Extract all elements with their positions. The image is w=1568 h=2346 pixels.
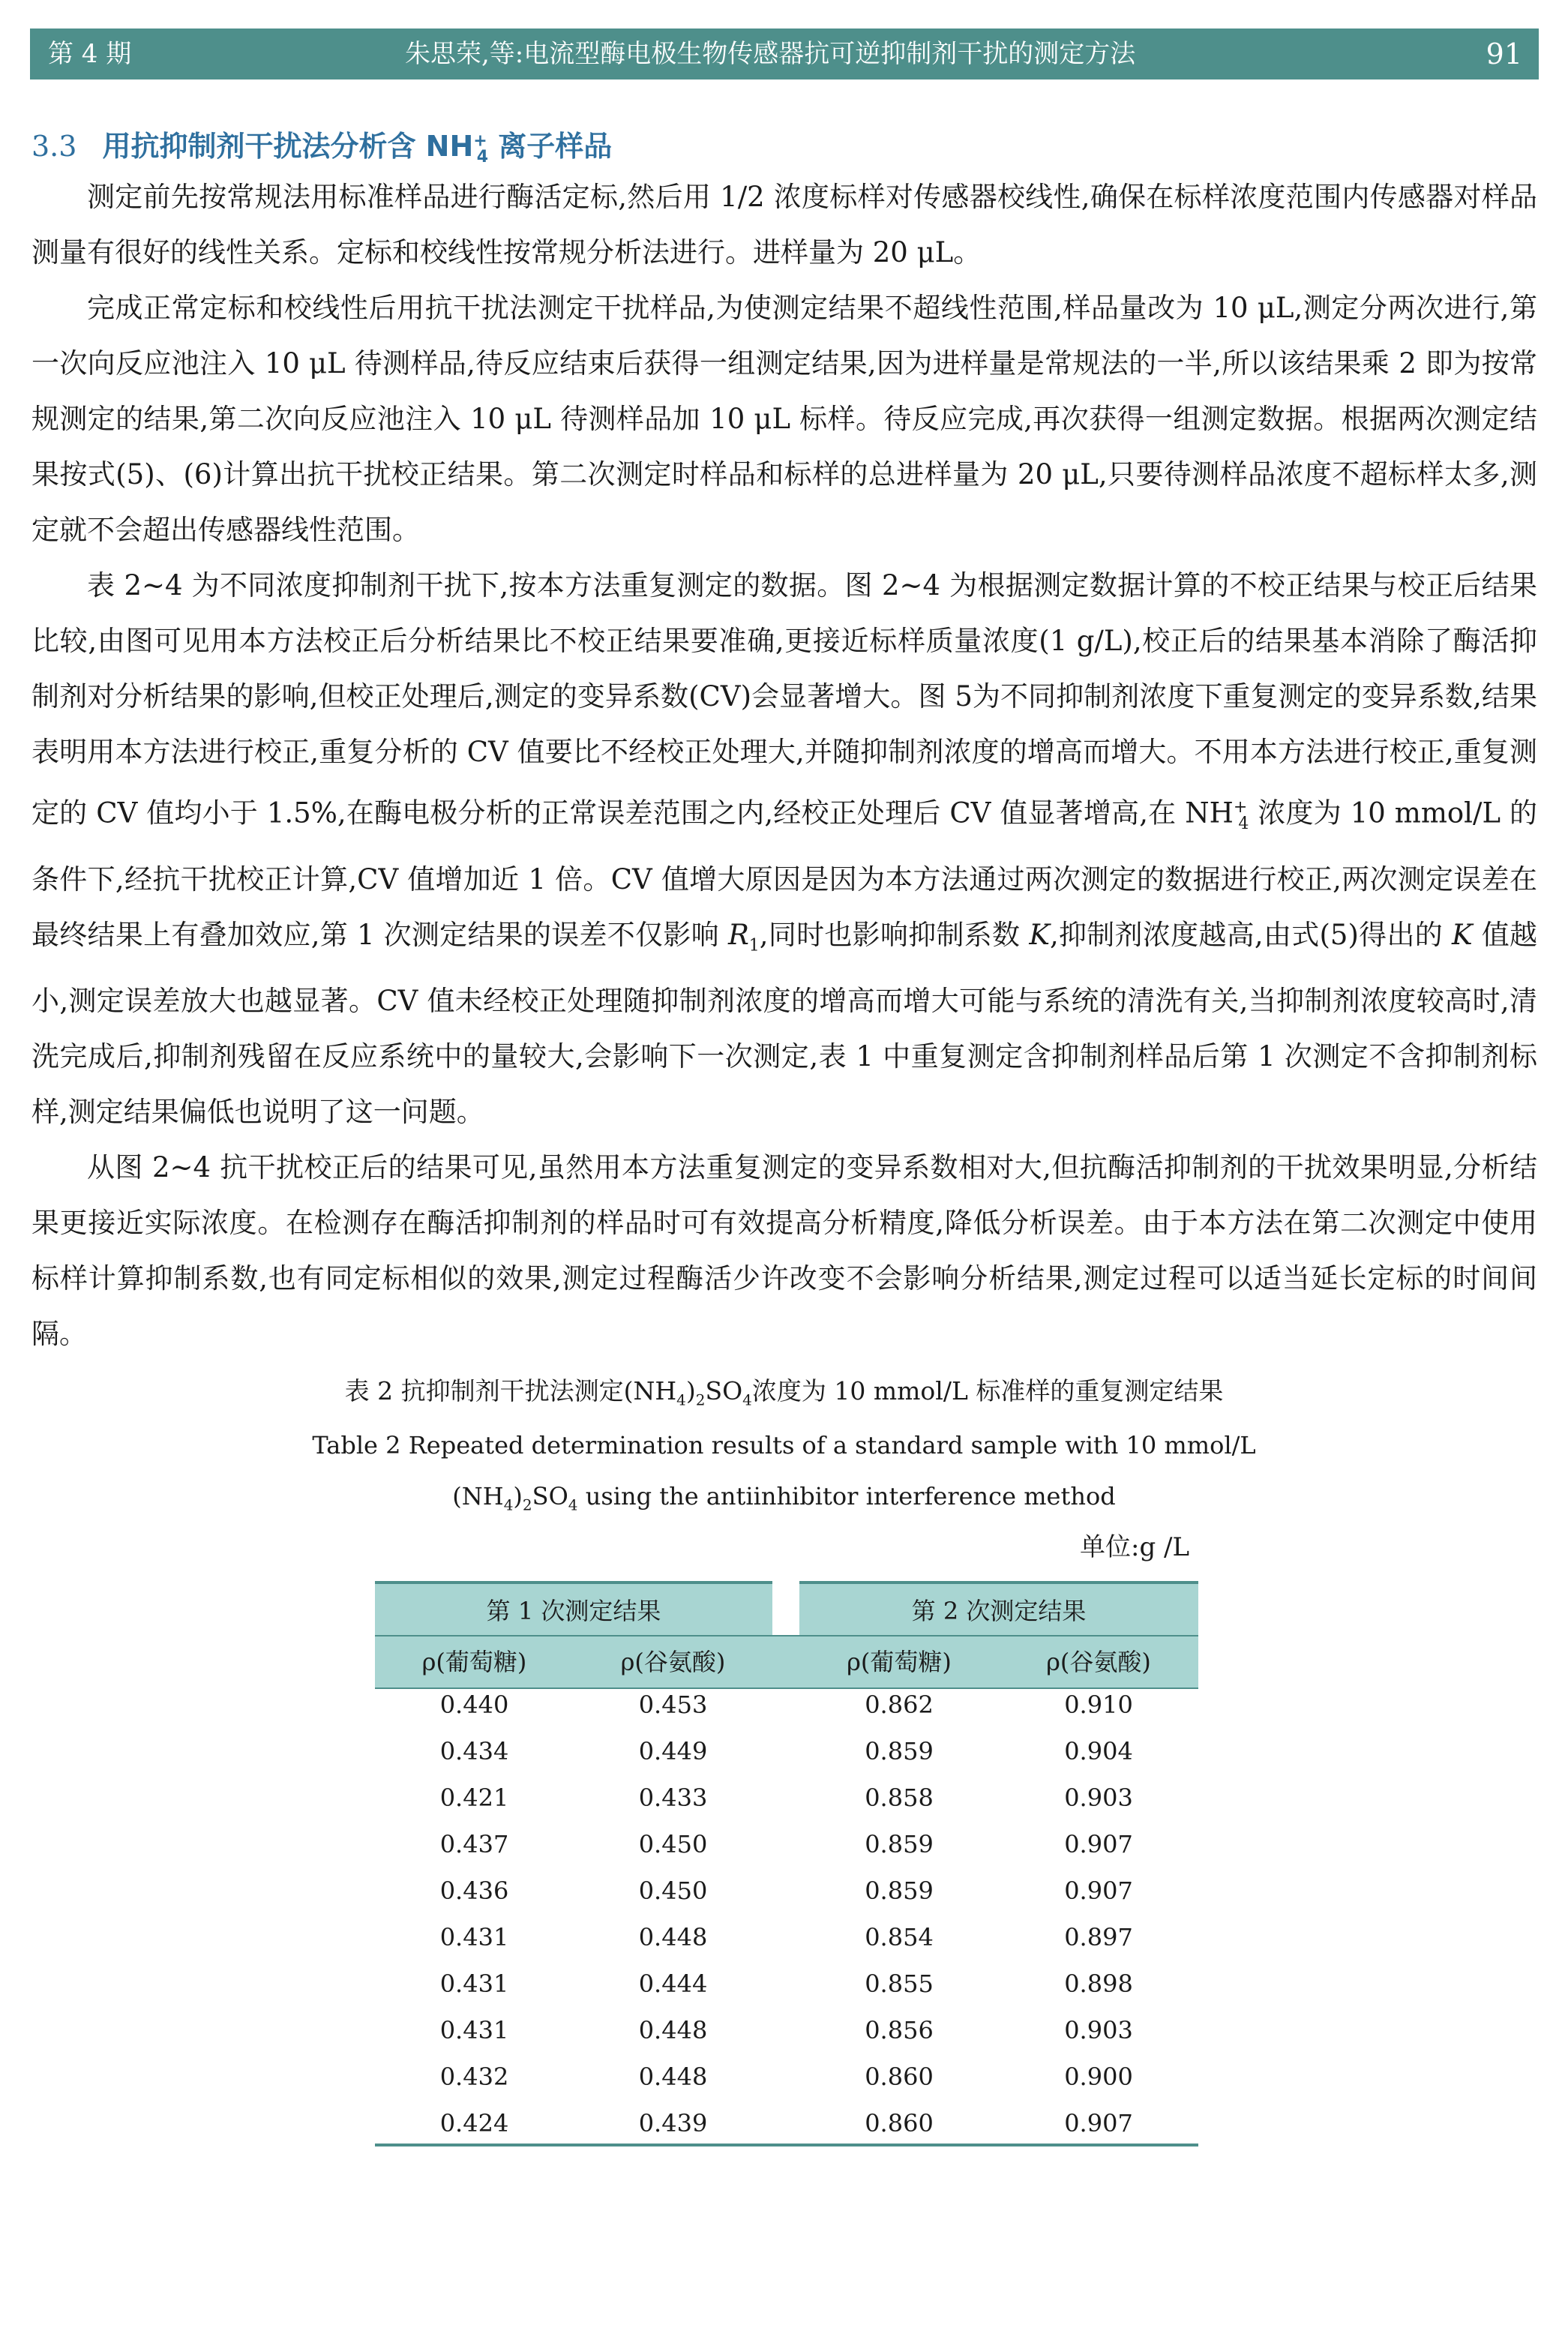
- group-header-second: 第 2 次测定结果: [799, 1581, 1198, 1635]
- table-cell: 0.431: [439, 1923, 509, 1952]
- issue-number: 第 4 期: [48, 39, 132, 69]
- table-cell: 0.448: [638, 1923, 708, 1952]
- table-cell: 0.858: [865, 1784, 934, 1812]
- table-cell: 0.448: [638, 2016, 708, 2044]
- table-row: [375, 1968, 1198, 2014]
- table-cell: 0.859: [865, 1737, 934, 1766]
- data-table: [375, 1581, 1198, 2146]
- italic-symbol: K: [1452, 918, 1473, 951]
- table-cell: 0.453: [638, 1690, 708, 1719]
- table-row: [375, 1828, 1198, 1875]
- table-caption-zh: 表 2 抗抑制剂干扰法测定$(NH_4)_2SO_4$浓度为 10 mmol/L 标准样的重复测定结果: [344, 1376, 1224, 1409]
- table-cell: 0.436: [439, 1876, 509, 1905]
- table-row: [375, 1875, 1198, 1922]
- table-row: [375, 1736, 1198, 1782]
- table-cell: 0.859: [865, 1876, 934, 1905]
- paragraph: 表 2~4 为不同浓度抑制剂干扰下,按本方法重复测定的数据。图 2~4 为根据测定数据计算的不校正结果与校正后结果比较,由图可见用本方法校正后分析结果比不校正结果要准确,更接近标样质量浓度(1 g/L),校正后的结果基本消除了酶活抑制剂对分析结果的影响,但校正处理后,测定的变异系数(CV)会显著增大。图 5为不同抑制剂浓度下重复测定的变异系数,结果表明用本方法进行校正,重复分析的 CV 值要比不经校正处理大,并随抑制剂浓度的增高而增大。不用本方法进行校正,重复测定的 CV 值均小于 1.5%,在酶电极分析的正常误差范围之内,经校正处理后 CV 值显著增高,在 $NH^+_4$ 浓度为 10 mmol/L 的条件下,经抗干扰校正计算,CV 值增加近 1 倍。CV 值增大原因是因为本方法通过两次测定的数据进行校正,两次测定误差在最终结果上有叠加效应,第 1 次测定结果的误差不仅影响 $R_1$,同时也影响抑制系数 K,抑制剂浓度越高,由式(5)得出的 K 值越小,测定误差放大也越显著。CV 值未经校正处理随抑制剂浓度的增高而增大可能与系统的清洗有关,当抑制剂浓度较高时,清洗完成后,抑制剂残留在反应系统中的量较大,会影响下一次测定,表 1 中重复测定含抑制剂样品后第 1 次测定不含抑制剂标样,测定结果偏低也说明了这一问题。: [31, 569, 1537, 1129]
- table-cell: 0.910: [1064, 1690, 1133, 1719]
- group-header-first: 第 1 次测定结果: [375, 1581, 772, 1635]
- italic-symbol: K: [1029, 918, 1050, 951]
- column-header: ρ(谷氨酸): [1046, 1648, 1151, 1676]
- table-cell: 0.907: [1064, 1830, 1133, 1858]
- table-group-header: [375, 1581, 1198, 1635]
- table-cell: 0.900: [1064, 2062, 1133, 2091]
- table-row: [375, 1689, 1198, 1736]
- table-cell: 0.907: [1064, 2109, 1133, 2138]
- table-body: [375, 1689, 1198, 2144]
- table-cell: 0.437: [439, 1830, 509, 1858]
- running-header: [30, 28, 1539, 80]
- table-row: [375, 1782, 1198, 1828]
- column-header: ρ(葡萄糖): [847, 1648, 952, 1676]
- table-cell: 0.898: [1064, 1970, 1133, 1998]
- table-row: [375, 2108, 1198, 2144]
- table-cell: 0.862: [865, 1690, 934, 1719]
- table-cell: 0.439: [638, 2109, 708, 2138]
- table-cell: 0.431: [439, 2016, 509, 2044]
- subscript: 4: [476, 148, 489, 167]
- table-row: [375, 1922, 1198, 1968]
- table-cell: 0.897: [1064, 1923, 1133, 1952]
- body-text: [31, 170, 1537, 1362]
- table-cell: 0.431: [439, 1970, 509, 1998]
- table-cell: 0.434: [439, 1737, 509, 1766]
- table-cell: 0.421: [439, 1784, 509, 1812]
- paragraph: 完成正常定标和校线性后用抗干扰法测定干扰样品,为使测定结果不超线性范围,样品量改为 10 μL,测定分两次进行,第一次向反应池注入 10 μL 待测样品,待反应结束后获得一组测定结果,因为进样量是常规法的一半,所以该结果乘 2 即为按常规测定的结果,第二次向反应池注入 10 μL 待测样品加 10 μL 标样。待反应完成,再次获得一组测定数据。根据两次测定结果按式(5)、(6)计算出抗干扰校正结果。第二次测定时样品和标样的总进样量为 20 μL,只要待测样品浓度不超标样太多,测定就不会超出传感器线性范围。: [31, 292, 1537, 546]
- column-header: ρ(谷氨酸): [620, 1648, 726, 1676]
- table-cell: 0.907: [1064, 1876, 1133, 1905]
- italic-symbol: R: [727, 918, 749, 951]
- table-cell: 0.450: [638, 1830, 708, 1858]
- page-number: 91: [1486, 38, 1522, 70]
- running-title: 朱思荣,等:电流型酶电极生物传感器抗可逆抑制剂干扰的测定方法: [405, 39, 1136, 69]
- superscript: +: [473, 131, 487, 150]
- subscript: 4: [1238, 814, 1249, 833]
- paragraph: 测定前先按常规法用标准样品进行酶活定标,然后用 1/2 浓度标样对传感器校线性,确保在标样浓度范围内传感器对样品测量有很好的线性关系。定标和校线性按常规分析法进行。进样量为 20 μL。: [31, 181, 1537, 268]
- table-row: [375, 2014, 1198, 2061]
- table-cell: 0.444: [638, 1970, 708, 1998]
- column-header: ρ(葡萄糖): [421, 1648, 527, 1676]
- table-cell: 0.856: [865, 2016, 934, 2044]
- table-cell: 0.904: [1064, 1737, 1133, 1766]
- paragraph: 从图 2~4 抗干扰校正后的结果可见,虽然用本方法重复测定的变异系数相对大,但抗酶活抑制剂的干扰效果明显,分析结果更接近实际浓度。在检测存在酶活抑制剂的样品时可有效提高分析精度,降低分析误差。由于本方法在第二次测定中使用标样计算抑制系数,也有同定标相似的效果,测定过程酶活少许改变不会影响分析结果,测定过程可以适当延长定标的时间间隔。: [31, 1151, 1537, 1351]
- table-cell: 0.903: [1064, 2016, 1133, 2044]
- table-bottom-rule: [375, 2144, 1198, 2146]
- table-cell: 0.440: [439, 1690, 509, 1719]
- section-number: 3.3: [31, 129, 77, 163]
- table-row: [375, 2061, 1198, 2108]
- table-column-header: [375, 1635, 1198, 1689]
- table-cell: 0.859: [865, 1830, 934, 1858]
- superscript: +: [1233, 798, 1248, 817]
- table-cell: 0.424: [439, 2109, 509, 2138]
- subscript: 1: [748, 936, 760, 956]
- table-cell: 0.854: [865, 1923, 934, 1952]
- table-caption-en: Table 2 Repeated determination results of a standard sample with 10 mmol/L: [312, 1431, 1256, 1460]
- table-cell: 0.432: [439, 2062, 509, 2091]
- table-cell: 0.433: [638, 1784, 708, 1812]
- table-cell: 0.860: [865, 2062, 934, 2091]
- table-cell: 0.450: [638, 1876, 708, 1905]
- table-cell: 0.855: [865, 1970, 934, 1998]
- table-caption-en-line2: $(NH_4)_2SO_4$ using the antiinhibitor interference method: [452, 1482, 1116, 1514]
- table-cell: 0.448: [638, 2062, 708, 2091]
- table-cell: 0.903: [1064, 1784, 1133, 1812]
- section-title: 用抗抑制剂干扰法分析含 $NH^+_4$ 离子样品: [102, 129, 613, 167]
- table-unit: 单位:g /L: [1080, 1532, 1190, 1562]
- table-cell: 0.860: [865, 2109, 934, 2138]
- table-cell: 0.449: [638, 1737, 708, 1766]
